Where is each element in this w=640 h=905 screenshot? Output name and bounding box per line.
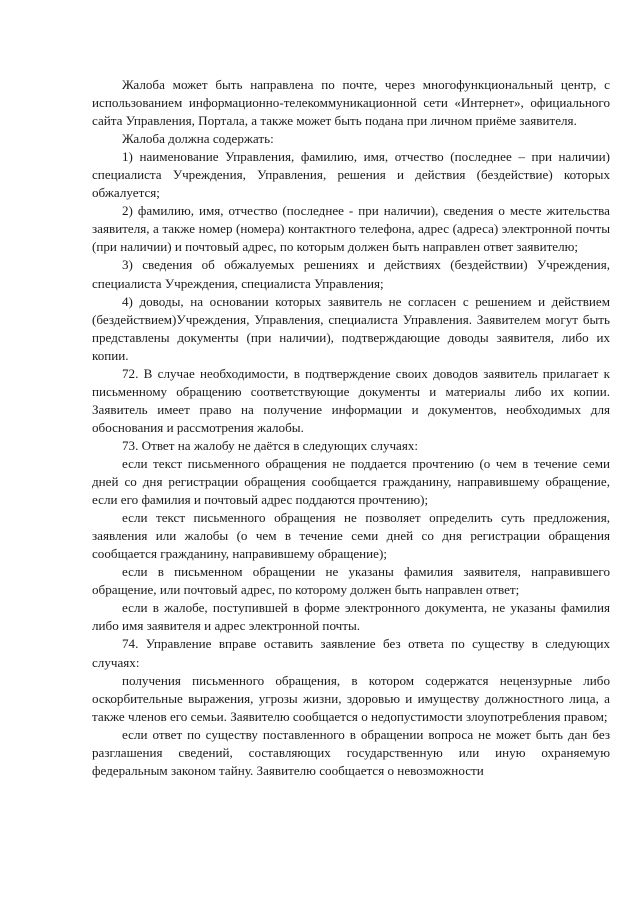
paragraph-case-secret: если ответ по существу поставленного в обращении вопроса не может быть дан без разглашения сведений, составляющих государственную или иную охраняемую федеральным законом тайну. Заявителю сообщается о невозможности (92, 726, 610, 778)
paragraph-case-obscene: получения письменного обращения, в котором содержатся нецензурные либо оскорбительные выражения, угрозы жизни, здоровью и имуществу должностного лица, а также членов его семьи. Заявителю сообщается о недопустимости злоупотребления правом; (92, 672, 610, 724)
paragraph-item-3: 3) сведения об обжалуемых решениях и действиях (бездействии) Учреждения, специалиста Учреждения, специалиста Управления; (92, 257, 610, 291)
paragraph-complaint-contents-intro: Жалоба должна содержать: (122, 131, 274, 147)
paragraph-case-no-name-address: если в письменном обращении не указаны фамилия заявителя, направившего обращение, или почтовый адрес, по которому должен быть направлен ответ; (92, 564, 610, 598)
paragraph-clause-73: 73. Ответ на жалобу не даётся в следующих случаях: (122, 437, 419, 453)
paragraph-item-4: 4) доводы, на основании которых заявитель не согласен с решением и действием (бездействием)Учреждения, Управления, специалиста Управления. Заявителем могут быть представлены документы (при наличии), подтверждающие доводы заявителя, либо их копии. (92, 293, 610, 363)
document-page (92, 76, 610, 780)
paragraph-case-electronic: если в жалобе, поступившей в форме электронного документа, не указаны фамилия либо имя заявителя и адрес электронной почты. (92, 600, 610, 634)
paragraph-item-2: 2) фамилию, имя, отчество (последнее - при наличии), сведения о месте жительства заявителя, а также номер (номера) контактного телефона, адрес (адреса) электронной почты (при наличии) и почтовый адрес, по которым должен быть направлен ответ заявителю; (92, 203, 610, 255)
paragraph-clause-74: 74. Управление вправе оставить заявление без ответа по существу в следующих случаях: (92, 636, 610, 670)
paragraph-clause-72: 72. В случае необходимости, в подтверждение своих доводов заявитель прилагает к письменному обращению соответствующие документы и материалы либо их копии. Заявитель имеет право на получение информации и документов, необходимых для обоснования и рассмотрения жалобы. (92, 365, 610, 435)
paragraph-complaint-submission: Жалоба может быть направлена по почте, через многофункциональный центр, с использованием информационно-телекоммуникационной сети «Интернет», официального сайта Управления, Портала, а также может быть подана при личном приёме заявителя. (92, 77, 610, 129)
paragraph-case-undetermined: если текст письменного обращения не позволяет определить суть предложения, заявления или жалобы (о чем в течение семи дней со дня регистрации обращения сообщается гражданину, направившему обращение); (92, 510, 610, 562)
paragraph-case-unreadable: если текст письменного обращения не поддается прочтению (о чем в течение семи дней со дня регистрации обращения сообщается гражданину, направившему обращение, если его фамилия и почтовый адрес поддаются прочтению); (92, 455, 610, 508)
paragraph-item-1: 1) наименование Управления, фамилию, имя, отчество (последнее – при наличии) специалиста Учреждения, Управления, решения и действия (бездействие) которых обжалуется; (92, 149, 610, 201)
